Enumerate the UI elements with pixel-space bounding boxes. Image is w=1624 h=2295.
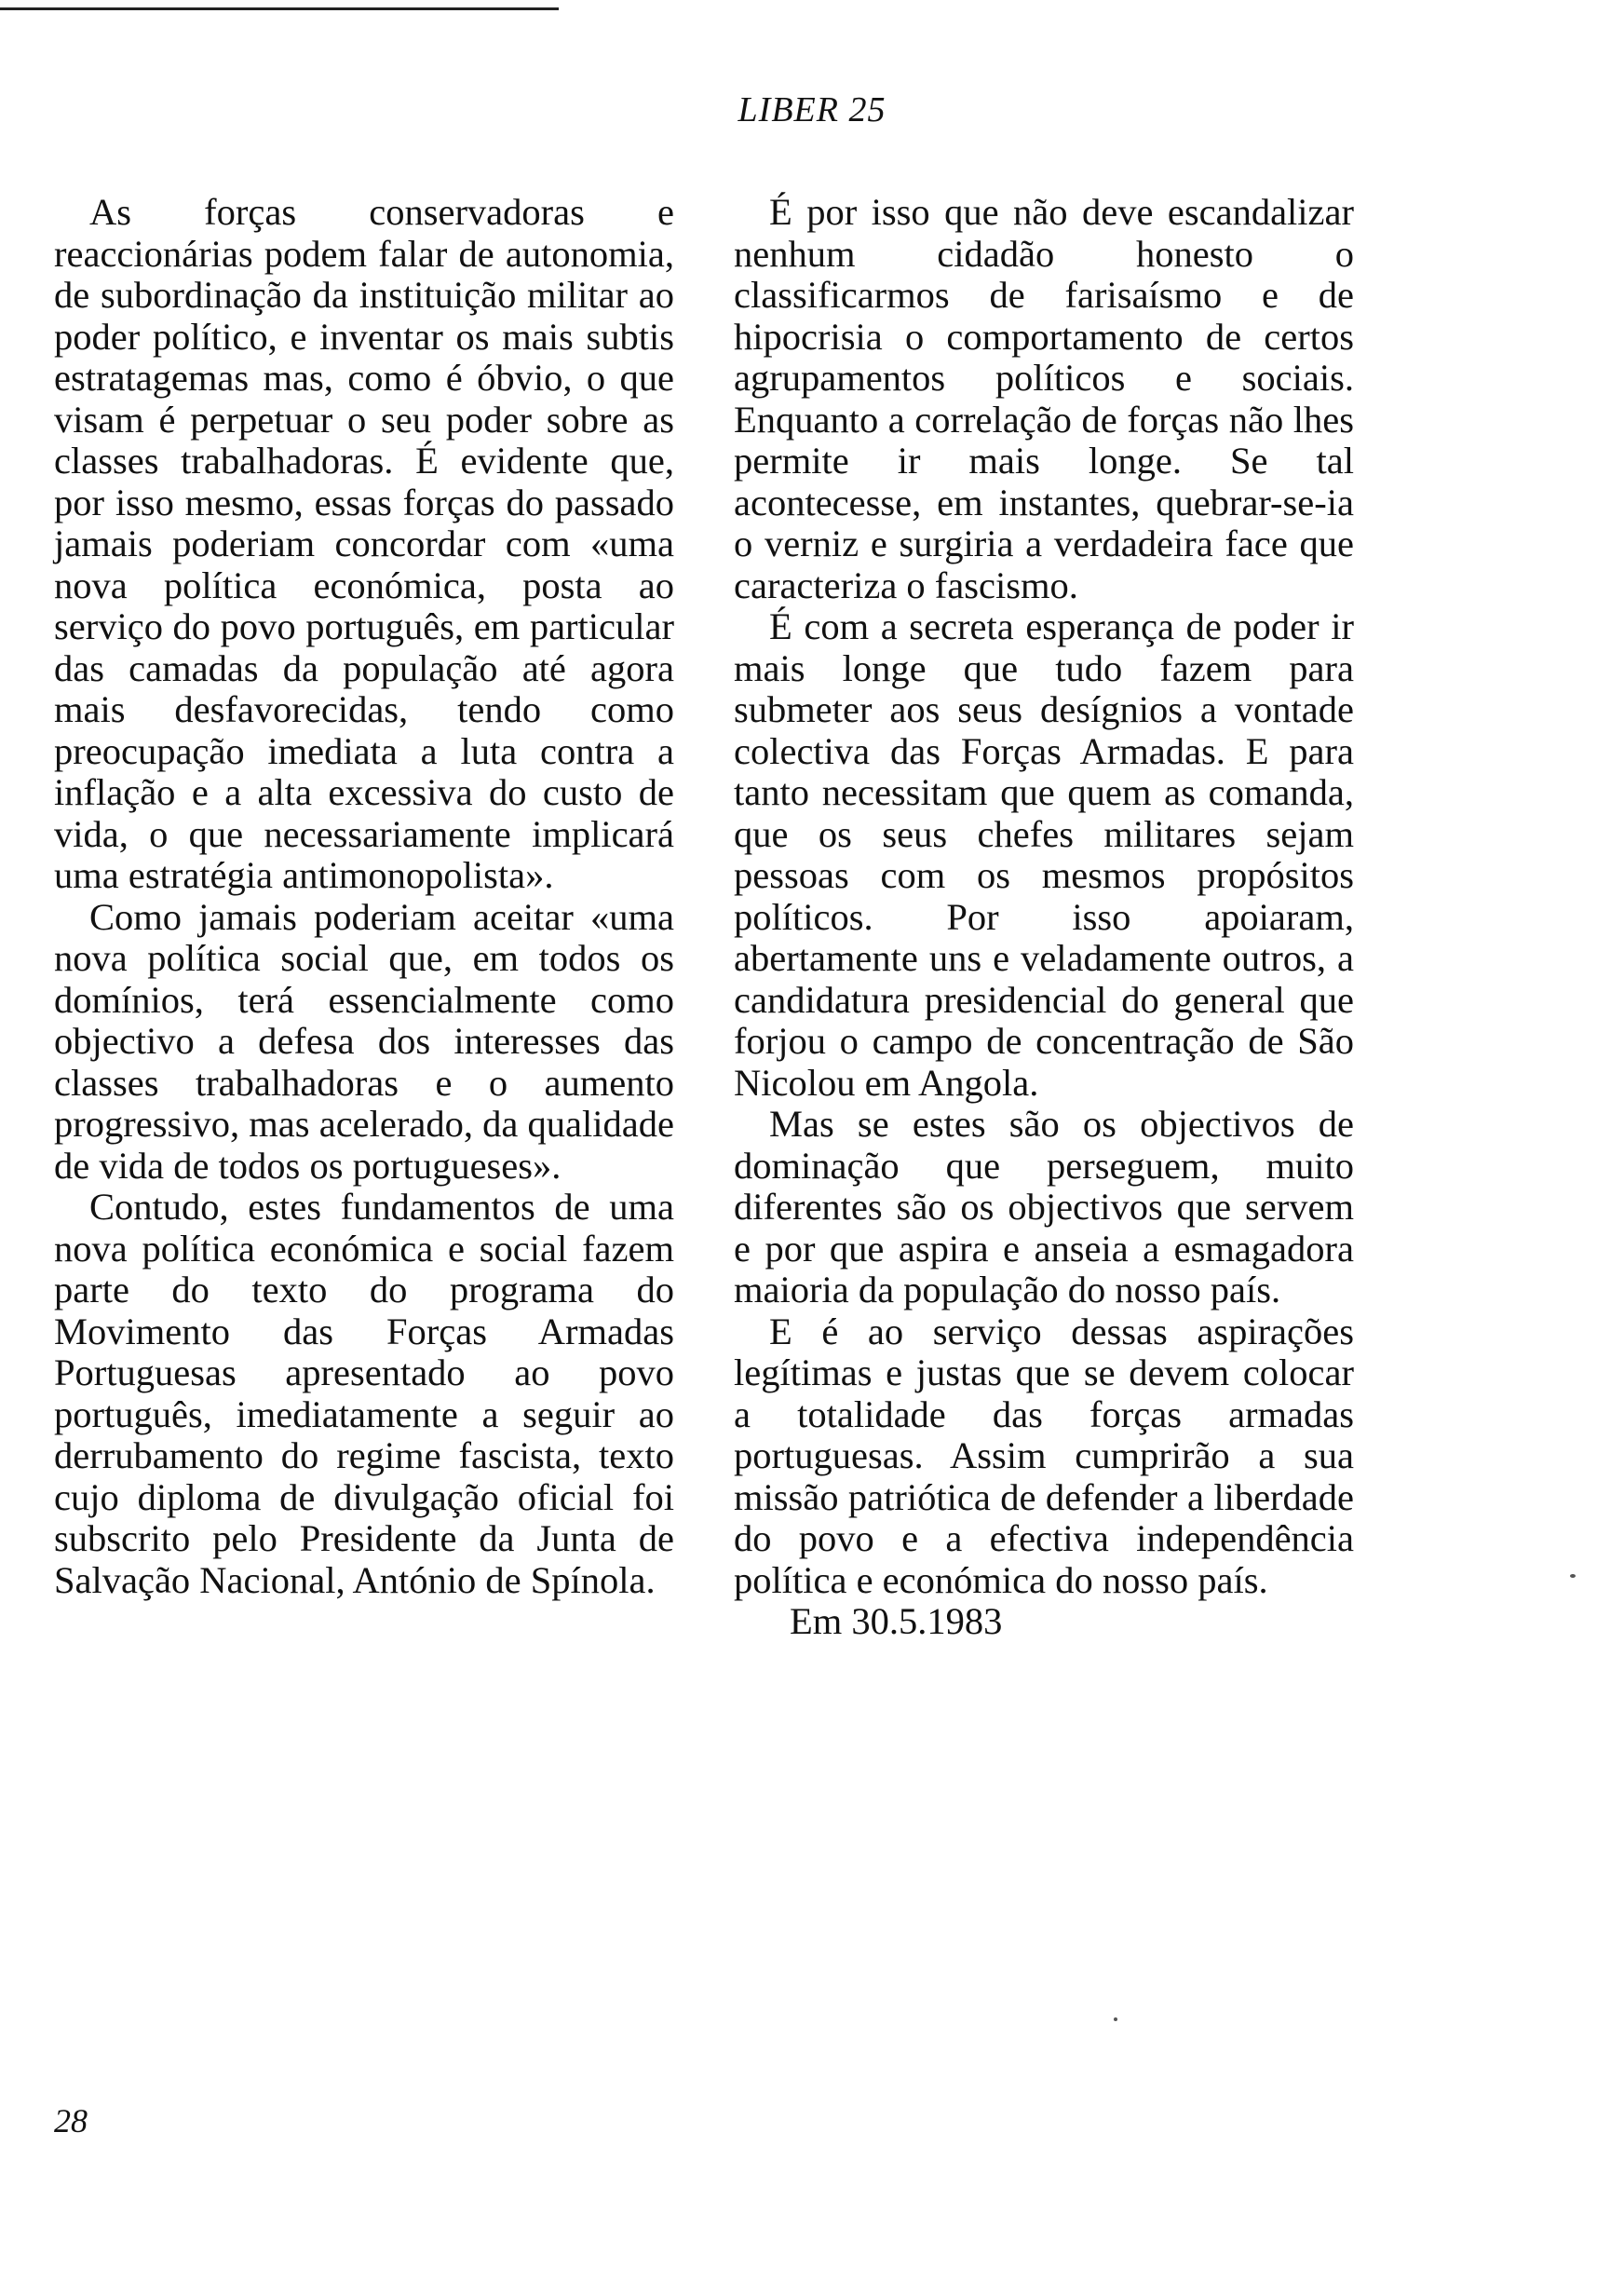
paragraph: E é ao serviço dessas aspirações legítimas e justas que se devem colocar a totalidade das forças armadas portuguesas. Assim cumprirão a sua missão patriótica de defender a liberdade do povo e a efectiva independência política e económica do nosso país. xyxy=(734,1310,1354,1601)
top-rule xyxy=(0,7,559,10)
right-column xyxy=(734,192,1354,1643)
page-number: 28 xyxy=(54,2102,88,2139)
paragraph: Como jamais poderiam aceitar «uma nova política social que, em todos os domínios, terá essencialmente como objectivo a defesa dos interesses das classes trabalhadoras e o aumento progressivo, mas acelerado, da qualidade de vida de todos os portugueses». xyxy=(54,895,674,1187)
scan-speck xyxy=(1114,2017,1117,2021)
paragraph: É por isso que não deve escandalizar nenhum cidadão honesto o classificarmos de farisaísmo e de hipocrisia o comportamento de certos agrupamentos políticos e sociais. Enquanto a correlação de forças não lhes permite ir mais longe. Se tal acontecesse, em instantes, quebrar-se-ia o verniz e surgiria a verdadeira face que caracteriza o fascismo. xyxy=(734,191,1354,606)
paragraph: As forças conservadoras e reaccionárias podem falar de autonomia, de subordinação da instituição militar ao poder político, e inventar os mais subtis estratagemas mas, como é óbvio, o que visam é perpetuar o seu poder sobre as classes trabalhadoras. É evidente que, por isso mesmo, essas forças do passado jamais poderiam concordar com «uma nova política económica, posta ao serviço do povo português, em particular das camadas da população até agora mais desfavorecidas, tendo como preocupação imediata a luta contra a inflação e a alta excessiva do custo de vida, o que necessariamente implicará uma estratégia antimonopolista». xyxy=(54,191,674,896)
paragraph: É com a secreta esperança de poder ir mais longe que tudo fazem para submeter aos seus desígnios a vontade colectiva das Forças Armadas. E para tanto necessitam que quem as comanda, que os seus chefes militares sejam pessoas com os mesmos propósitos políticos. Por isso apoiaram, abertamente uns e veladamente outros, a candidatura presidencial do general que forjou o campo de concentração de São Nicolou em Angola. xyxy=(734,605,1354,1104)
paragraph: Contudo, estes fundamentos de uma nova política económica e social fazem parte do texto do programa do Movimento das Forças Armadas Portuguesas apresentado ao povo português, imediatamente a seguir ao derrubamento do regime fascista, texto cujo diploma de divulgação oficial foi subscrito pelo Presidente da Junta de Salvação Nacional, António de Spínola. xyxy=(54,1186,674,1601)
date-line: Em 30.5.1983 xyxy=(790,1600,1003,1642)
scan-speck xyxy=(1570,1574,1576,1578)
running-head: LIBER 25 xyxy=(738,90,886,129)
left-column xyxy=(54,192,674,1601)
paragraph: Mas se estes são os objectivos de dominação que perseguem, muito diferentes são os objectivos que servem e por que aspira e anseia a esmagadora maioria da população do nosso país. xyxy=(734,1103,1354,1310)
